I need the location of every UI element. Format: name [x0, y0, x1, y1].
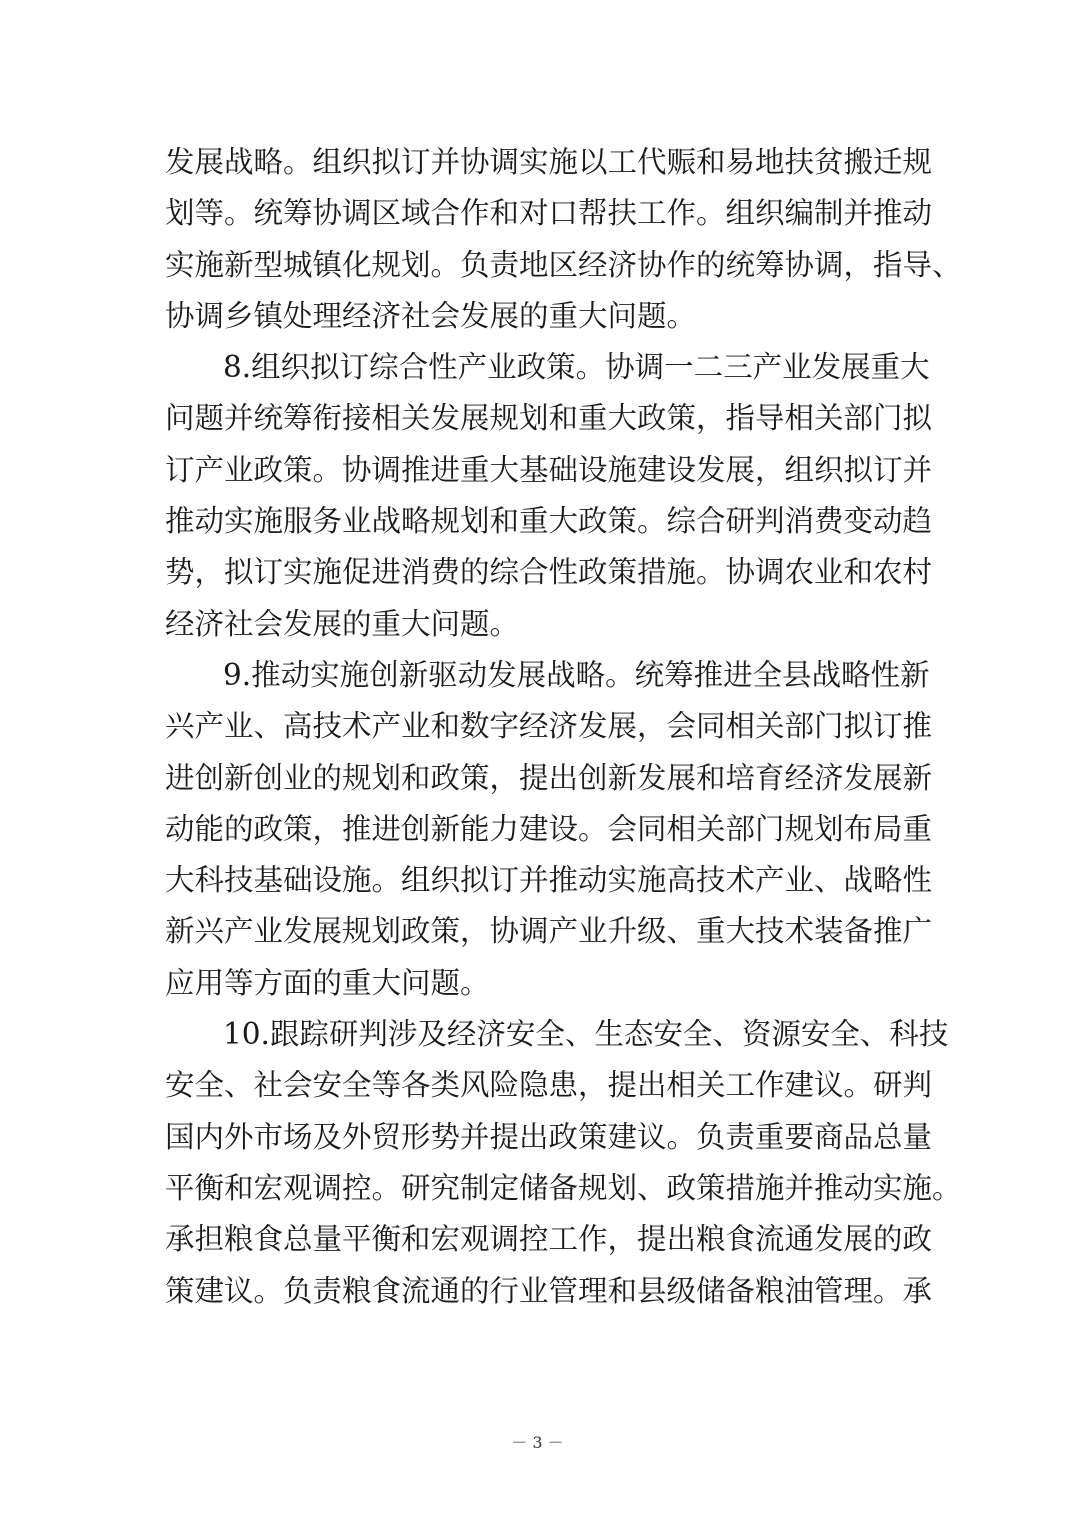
paragraph [165, 650, 933, 1009]
text-line: 进创新创业的规划和政策，提出创新发展和培育经济发展新 [165, 760, 933, 795]
text-line: 问题并统筹衔接相关发展规划和重大政策，指导相关部门拟 [165, 401, 933, 436]
paragraph [165, 342, 933, 650]
text-line: 划等。统筹协调区域合作和对口帮扶工作。组织编制并推动 [165, 196, 933, 231]
text-line: 9.推动实施创新驱动发展战略。统筹推进全县战略性新 [223, 657, 930, 692]
text-line: 新兴产业发展规划政策，协调产业升级、重大技术装备推广 [165, 914, 933, 949]
text-line: 经济社会发展的重大问题。 [165, 606, 520, 641]
text-line: 平衡和宏观调控。研究制定储备规划、政策措施并推动实施。 [165, 1170, 962, 1205]
text-line: 应用等方面的重大问题。 [165, 965, 490, 1000]
text-line: 协调乡镇处理经济社会发展的重大问题。 [165, 298, 697, 333]
page-number: － 3 － [511, 1433, 564, 1452]
text-line: 10.跟踪研判涉及经济安全、生态安全、资源安全、科技 [223, 1017, 949, 1052]
text-line: 安全、社会安全等各类风险隐患，提出相关工作建议。研判 [165, 1068, 933, 1103]
text-line: 国内外市场及外贸形势并提出政策建议。负责重要商品总量 [165, 1119, 933, 1154]
text-line: 实施新型城镇化规划。负责地区经济协作的统筹协调，指导、 [165, 247, 962, 282]
paragraph [165, 1009, 962, 1317]
text-line: 兴产业、高技术产业和数字经济发展，会同相关部门拟订推 [165, 709, 933, 744]
text-line: 推动实施服务业战略规划和重大政策。综合研判消费变动趋 [165, 504, 933, 539]
text-line: 动能的政策，推进创新能力建设。会同相关部门规划布局重 [165, 811, 933, 846]
text-line: 势，拟订实施促进消费的综合性政策措施。协调农业和农村 [165, 555, 933, 590]
text-line: 策建议。负责粮食流通的行业管理和县级储备粮油管理。承 [165, 1273, 933, 1308]
text-line: 8.组织拟订综合性产业政策。协调一二三产业发展重大 [223, 350, 930, 385]
text-line: 发展战略。组织拟订并协调实施以工代赈和易地扶贫搬迁规 [165, 145, 933, 179]
paragraph [165, 137, 962, 342]
text-line: 承担粮食总量平衡和宏观调控工作，提出粮食流通发展的政 [165, 1222, 933, 1257]
document-body [165, 137, 962, 1317]
text-line: 大科技基础设施。组织拟订并推动实施高技术产业、战略性 [165, 863, 933, 898]
text-line: 订产业政策。协调推进重大基础设施建设发展，组织拟订并 [165, 452, 933, 487]
